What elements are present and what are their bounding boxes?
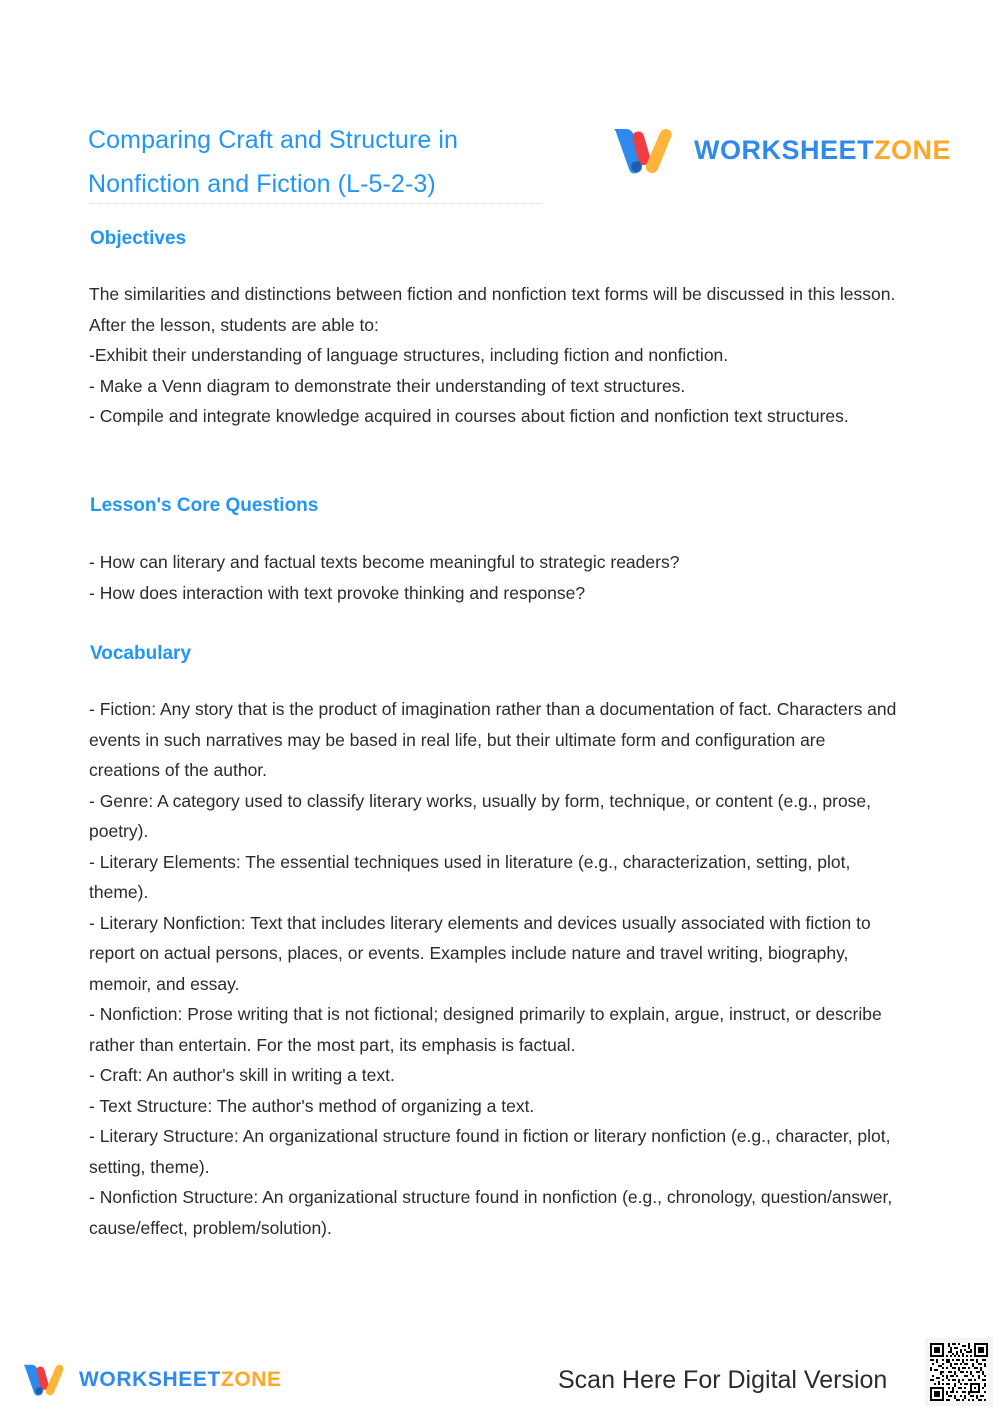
section-heading-vocabulary: Vocabulary xyxy=(90,643,192,664)
vocabulary-entry-nonfiction: - Nonfiction: Prose writing that is not fictional; designed primarily to explain, argue, instruct, or describe rather than entertain. For the most part, its emphasis is factual. xyxy=(89,1004,882,1055)
core-question-2: - How does interaction with text provoke thinking and response? xyxy=(89,582,586,603)
section-body-objectives xyxy=(89,279,901,432)
section-heading-objectives: Objectives xyxy=(90,228,187,249)
vocabulary-entry-nonfiction-structure: - Nonfiction Structure: An organizational structure found in nonfiction (e.g., chronology, question/answer, cause/effect, problem/solution). xyxy=(89,1187,893,1238)
vocabulary-entry-craft: - Craft: An author's skill in writing a text. xyxy=(89,1065,395,1085)
footer-worksheetzone-wordmark xyxy=(79,1368,282,1392)
qr-code-icon[interactable] xyxy=(925,1338,993,1406)
worksheetzone-logo[interactable] xyxy=(606,125,951,175)
scan-here-label: Scan Here For Digital Version xyxy=(558,1366,888,1394)
core-question-1: - How can literary and factual texts become meaningful to strategic readers? xyxy=(89,552,680,572)
page-title-line-1: Comparing Craft and Structure in xyxy=(88,126,459,154)
vocabulary-entry-literary-elements: - Literary Elements: The essential techniques used in literature (e.g., characterization, setting, plot, theme). xyxy=(89,851,851,902)
objectives-line-4: - Compile and integrate knowledge acquired in courses about fiction and nonfiction text structures. xyxy=(89,406,849,426)
vocabulary-entry-fiction: - Fiction: Any story that is the product of imagination rather than a documentation of fact. Characters and events in such narratives may be based in real life, but their ultimate form and configuration are creations of the author. xyxy=(89,699,897,780)
vocabulary-entry-literary-nonfiction: - Literary Nonfiction: Text that includes literary elements and devices usually associated with fiction to report on actual persons, places, or events. Examples include nature and travel writing, biography, memoir, and essay. xyxy=(89,912,871,994)
footer-logo-word-zone: ZONE xyxy=(220,1368,282,1391)
objectives-line-2: -Exhibit their understanding of language structures, including fiction and nonfiction. xyxy=(89,345,729,365)
worksheetzone-w-icon xyxy=(18,1362,68,1398)
vocabulary-entry-genre: - Genre: A category used to classify literary works, usually by form, technique, or content (e.g., prose, poetry). xyxy=(89,790,872,841)
document-header xyxy=(88,118,952,210)
vocabulary-entry-literary-structure: - Literary Structure: An organizational structure found in fiction or literary nonfiction (e.g., character, plot, setting, theme). xyxy=(89,1126,891,1177)
footer-logo-word-worksheet: WORKSHEET xyxy=(79,1368,221,1391)
title-divider xyxy=(89,203,541,204)
worksheetzone-w-icon xyxy=(606,125,678,175)
section-heading-core-questions: Lesson's Core Questions xyxy=(90,495,319,516)
logo-word-zone: ZONE xyxy=(874,134,952,165)
page-title xyxy=(88,118,558,206)
section-body-core-questions xyxy=(89,547,901,608)
section-body-vocabulary xyxy=(89,694,901,1243)
vocabulary-entry-text-structure: - Text Structure: The author's method of organizing a text. xyxy=(89,1095,535,1116)
logo-word-worksheet: WORKSHEET xyxy=(694,134,874,165)
footer-worksheetzone-logo[interactable] xyxy=(18,1362,282,1398)
document-footer xyxy=(0,1348,1000,1414)
worksheetzone-wordmark xyxy=(694,135,951,166)
page-title-line-2: Nonfiction and Fiction (L-5-2-3) xyxy=(88,170,436,198)
objectives-line-3: - Make a Venn diagram to demonstrate their understanding of text structures. xyxy=(89,375,686,396)
objectives-line-1: The similarities and distinctions between fiction and nonfiction text forms will be discussed in this lesson. After the lesson, students are able to: xyxy=(89,284,896,335)
